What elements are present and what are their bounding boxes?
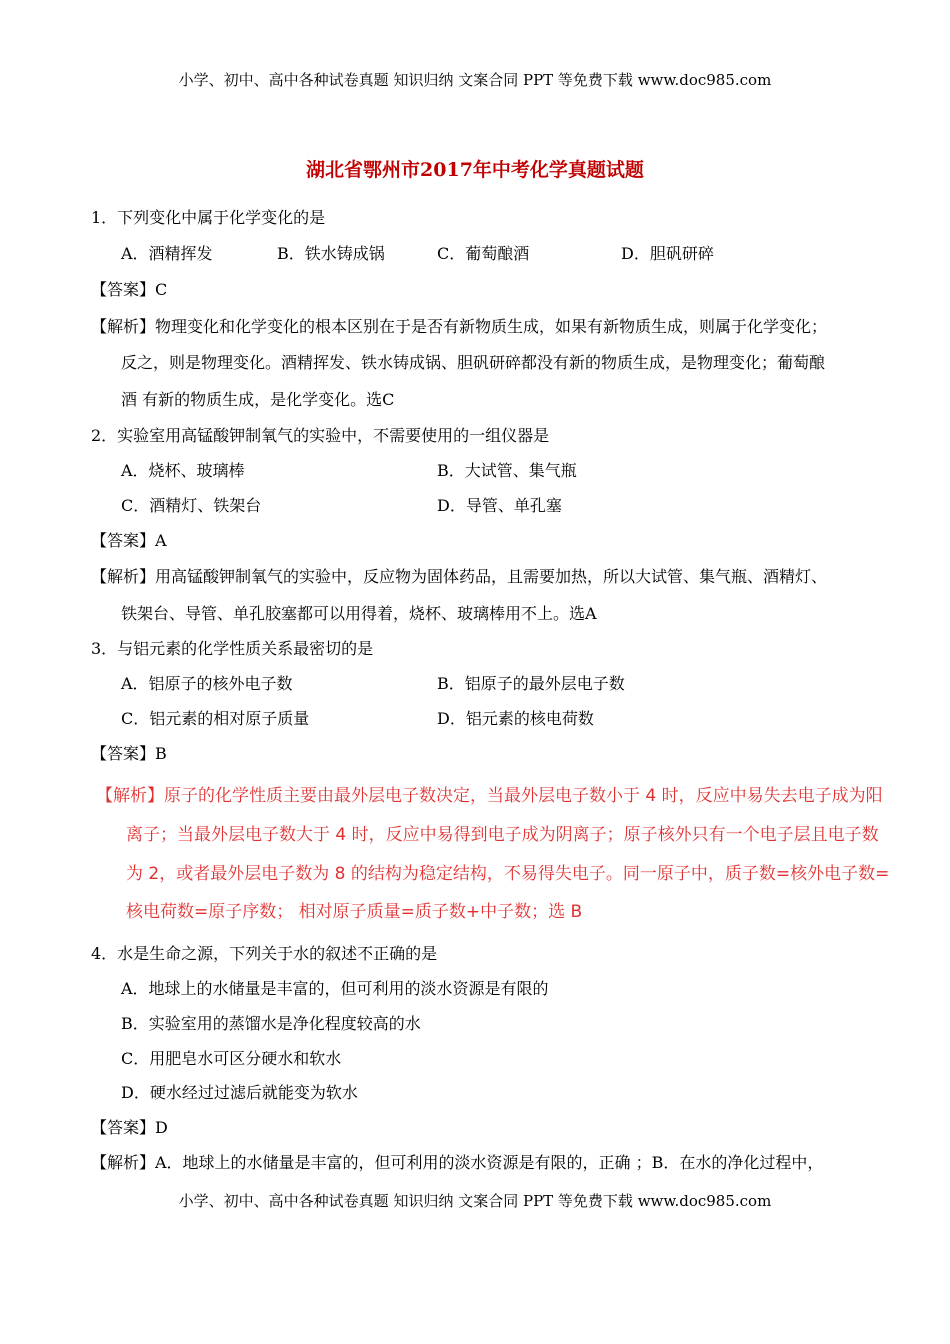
page-header: 小学、初中、高中各种试卷真题 知识归纳 文案合同 PPT 等免费下载 www.doc985.com	[178, 71, 772, 89]
question-3-option-b: B．铝原子的最外层电子数	[437, 674, 625, 693]
question-2-analysis-line: 【解析】用高锰酸钾制氧气的实验中，反应物为固体药品，且需要加热，所以大试管、集气瓶、酒精灯、	[91, 567, 828, 586]
question-1-option-a: A．酒精挥发	[121, 244, 213, 263]
question-3-analysis-line: 为 2，或者最外层电子数为 8 的结构为稳定结构，不易得失电子。同一原子中，质子数=核外电子数=	[126, 864, 890, 884]
question-3-analysis-line: 【解析】原子的化学性质主要由最外层电子数决定，当最外层电子数小于 4 时，反应中易失去电子成为阳	[96, 786, 883, 806]
question-2-option-d: D．导管、单孔塞	[437, 496, 562, 515]
question-2-option-a: A．烧杯、玻璃棒	[121, 461, 245, 480]
question-3-option-d: D．铝元素的核电荷数	[437, 709, 594, 728]
question-4-analysis-line: 【解析】A．地球上的水储量是丰富的，但可利用的淡水资源是有限的，正确 ；B．在水的净化过程中，	[91, 1153, 824, 1172]
document-title: 湖北省鄂州市2017年中考化学真题试题	[306, 159, 644, 181]
question-2-analysis-line: 铁架台、导管、单孔胶塞都可以用得着，烧杯、玻璃棒用不上。选A	[121, 604, 597, 623]
question-3-option-a: A．铝原子的核外电子数	[121, 674, 293, 693]
question-4-stem: 4．水是生命之源，下列关于水的叙述不正确的是	[91, 944, 438, 963]
question-2-stem: 2．实验室用高锰酸钾制氧气的实验中，不需要使用的一组仪器是	[91, 426, 550, 445]
question-3-stem: 3．与铝元素的化学性质关系最密切的是	[91, 639, 374, 658]
question-1-option-b: B．铁水铸成锅	[277, 244, 385, 263]
question-1-answer: 【答案】C	[91, 280, 168, 299]
question-4-option-b: B．实验室用的蒸馏水是净化程度较高的水	[121, 1014, 421, 1033]
question-4-option-a: A．地球上的水储量是丰富的，但可利用的淡水资源是有限的	[121, 979, 549, 998]
page-footer: 小学、初中、高中各种试卷真题 知识归纳 文案合同 PPT 等免费下载 www.doc985.com	[178, 1192, 772, 1210]
question-1-option-d: D．胆矾研碎	[621, 244, 714, 263]
question-1-analysis-line: 酒 有新的物质生成，是化学变化。选C	[121, 390, 395, 409]
question-2-option-c: C．酒精灯、铁架台	[121, 496, 262, 515]
question-3-option-c: C．铝元素的相对原子质量	[121, 709, 310, 728]
question-3-analysis-line: 离子；当最外层电子数大于 4 时，反应中易得到电子成为阴离子；原子核外只有一个电子层且电子数	[126, 825, 879, 845]
question-4-option-c: C．用肥皂水可区分硬水和软水	[121, 1049, 342, 1068]
question-1-stem: 1．下列变化中属于化学变化的是	[91, 208, 326, 227]
question-2-option-b: B．大试管、集气瓶	[437, 461, 577, 480]
question-3-answer: 【答案】B	[91, 744, 167, 763]
question-4-answer: 【答案】D	[91, 1118, 168, 1137]
question-1-option-c: C．葡萄酿酒	[437, 244, 530, 263]
question-1-analysis-line: 【解析】物理变化和化学变化的根本区别在于是否有新物质生成，如果有新物质生成，则属于化学变化；	[91, 317, 828, 336]
question-1-analysis-line: 反之，则是物理变化。酒精挥发、铁水铸成锅、胆矾研碎都没有新的物质生成，是物理变化；葡萄酿	[121, 353, 826, 372]
question-4-option-d: D．硬水经过过滤后就能变为软水	[121, 1083, 358, 1102]
question-3-analysis-line: 核电荷数=原子序数； 相对原子质量=质子数+中子数；选 B	[126, 902, 583, 922]
question-2-answer: 【答案】A	[91, 531, 167, 550]
